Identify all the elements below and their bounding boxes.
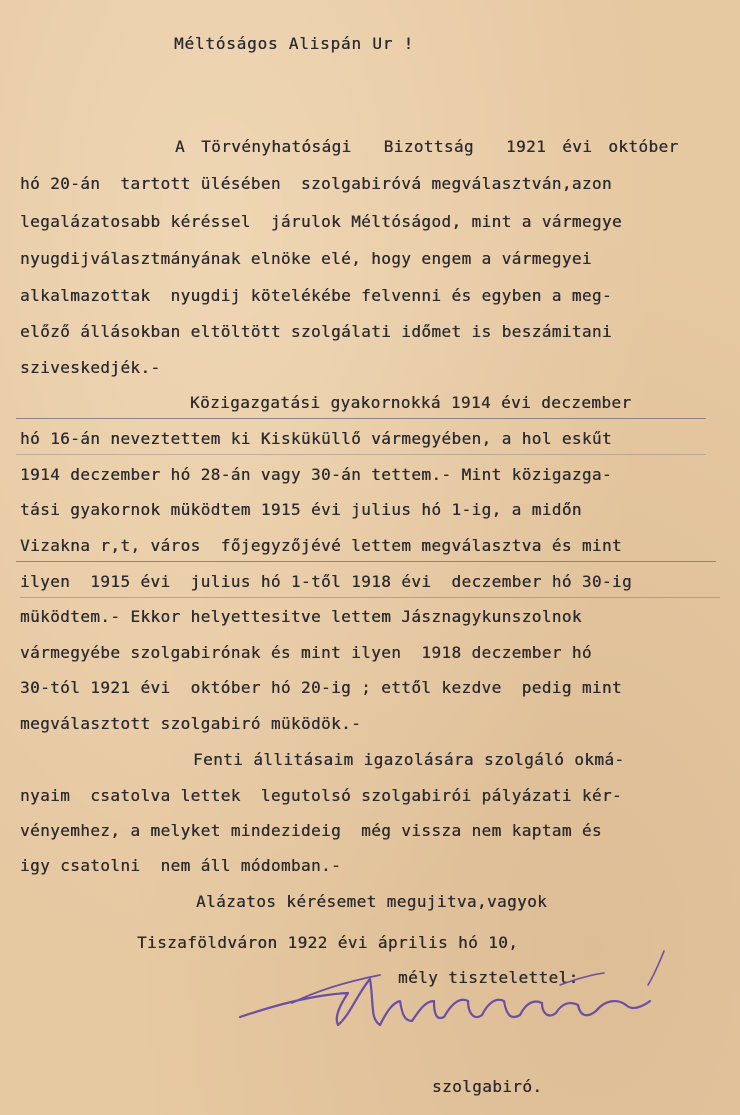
- body-line: Fenti állitásaim igazolására szolgáló okmá-: [193, 750, 625, 769]
- place-date: Tiszaföldváron 1922 évi április hó 10,: [137, 933, 519, 952]
- body-line: ilyen 1915 évi julius hó 1-től 1918 évi deczember hó 30-ig: [20, 572, 633, 591]
- body-line: vármegyébe szolgabirónak és mint ilyen 1918 deczember hó: [20, 643, 592, 662]
- body-line: Vizakna r,t, város főjegyzőjévé lettem megválasztva és mint: [20, 536, 622, 555]
- body-line: megválasztott szolgabiró müködök.-: [20, 714, 362, 733]
- body-line: müködtem.- Ekkor helyettesitve lettem Jásznagykunszolnok: [20, 607, 582, 626]
- body-line: 30-tól 1921 évi október hó 20-ig ; ettől kezdve pedig mint: [20, 678, 622, 697]
- body-line: nyaim csatolva lettek legutolsó szolgabirói pályázati kér-: [20, 786, 622, 805]
- pencil-underline: [16, 418, 706, 419]
- signatory-title: szolgabiró.: [432, 1077, 543, 1096]
- handwritten-signature: [230, 945, 670, 1045]
- body-line: Közigazgatási gyakornokká 1914 évi deczember: [190, 393, 632, 412]
- body-line: 1914 deczember hó 28-án vagy 30-án tettem.- Mint közigazga-: [20, 465, 612, 484]
- regards: mély tisztelettel:: [398, 968, 579, 987]
- pencil-underline: [16, 561, 716, 562]
- body-line: sziveskedjék.-: [20, 358, 161, 377]
- body-line: legalázatosabb kéréssel járulok Méltóságod, mint a vármegye: [20, 212, 622, 231]
- body-line: hó 16-án neveztettem ki Kisküküllő vármegyében, a hol eskűt: [20, 429, 612, 448]
- body-line: tási gyakornok müködtem 1915 évi julius hó 1-ig, a midőn: [20, 500, 582, 519]
- body-line: Alázatos kérésemet megujitva,vagyok: [196, 892, 548, 911]
- body-line: igy csatolni nem áll módomban.-: [20, 856, 342, 875]
- salutation: Méltóságos Alispán Ur !: [174, 34, 414, 53]
- body-line: előző állásokban eltöltött szolgálati időmet is beszámitani: [20, 322, 612, 341]
- body-line: alkalmazottak nyugdij kötelékébe felvenni és egyben a meg-: [20, 286, 612, 305]
- body-line: A Törvényhatósági Bizottság 1921 évi október: [175, 137, 679, 156]
- body-line: nyugdijválasztmányának elnöke elé, hogy engem a vármegyei: [20, 249, 592, 268]
- pencil-underline: [20, 597, 720, 598]
- body-line: vényemhez, a melyket mindezideig még vissza nem kaptam és: [20, 821, 602, 840]
- body-line: hó 20-án tartott ülésében szolgabiróvá megválasztván,azon: [20, 174, 612, 193]
- pencil-underline: [16, 454, 706, 455]
